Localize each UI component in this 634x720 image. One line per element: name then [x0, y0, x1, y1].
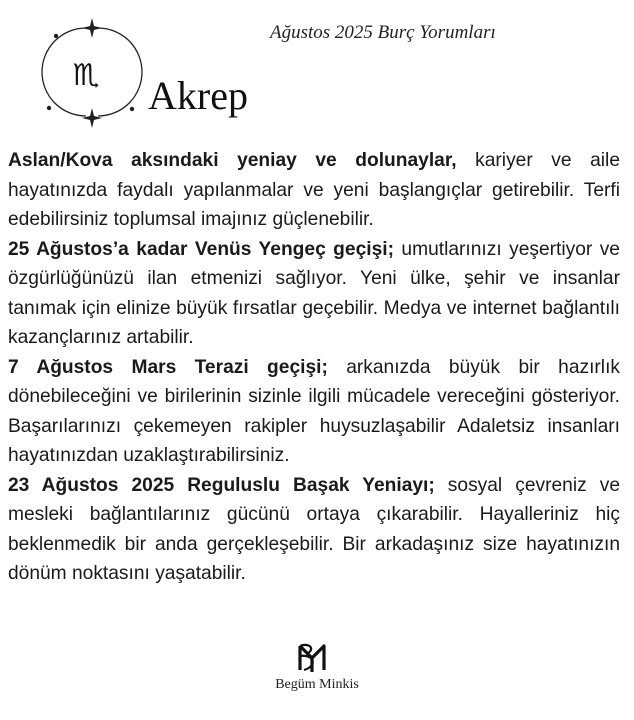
paragraph-text: arkanızda büyük bir hazırlık dönebileceğini ve birilerinin sizinle ilgili mücadele vereceğini gösteriyor. Başarılarınızı çekemeyen rakipler huysuzlaşabilir Adaletsiz insanları hayatınızdan uzaklaştırabilirsiniz. — [8, 356, 620, 466]
star-icon — [82, 108, 102, 128]
paragraph — [8, 471, 620, 589]
paragraph-text: umutlarınızı yeşertiyor ve özgürlüğünüzü ilan etmenizi sağlıyor. Yeni ülke, şehir ve insanlar tanımak için elinize büyük fırsatlar geçebilir. Medya ve internet bağlantılı kazançlarınız artabilir. — [8, 238, 620, 348]
star-icon — [82, 18, 102, 38]
paragraph — [8, 353, 620, 471]
dot-icon — [130, 107, 134, 111]
dot-icon — [47, 106, 51, 110]
paragraph — [8, 235, 620, 353]
paragraph-lead: 25 Ağustos’a kadar Venüs Yengeç geçişi; — [8, 238, 394, 260]
bm-logo-icon — [296, 640, 328, 674]
horoscope-body — [8, 146, 620, 589]
paragraph-lead: Aslan/Kova aksındaki yeniay ve dolunaylar, — [8, 150, 457, 171]
page-title: Ağustos 2025 Burç Yorumları — [270, 22, 496, 43]
sign-name: Akrep — [148, 73, 248, 118]
paragraph-text: sosyal çevreniz ve mesleki bağlantılarınız gücünü ortaya çıkarabilir. Hayalleriniz hiç beklenmedik bir anda gerçekleşebilir. Bir arkadaşınız size hayatınızın dönüm noktasını yaşatabilir. — [8, 474, 621, 584]
scorpio-icon: ♏ — [72, 59, 100, 92]
dot-icon — [54, 34, 58, 38]
paragraph-lead: 23 Ağustos 2025 Reguluslu Başak Yeniayı; — [8, 474, 435, 496]
paragraph — [8, 146, 620, 235]
emblem-arc-right — [98, 28, 142, 116]
paragraph-lead: 7 Ağustos Mars Terazi geçişi; — [8, 356, 328, 378]
paragraph-text: kariyer ve aile hayatınızda faydalı yapılanmalar ve yeni başlangıçlar getirebilir. Terfi edebilirsiniz toplumsal imajınız güçlenebilir. — [8, 150, 620, 230]
author-signature: Begüm Minkis — [275, 677, 359, 692]
zodiac-emblem — [36, 18, 146, 128]
